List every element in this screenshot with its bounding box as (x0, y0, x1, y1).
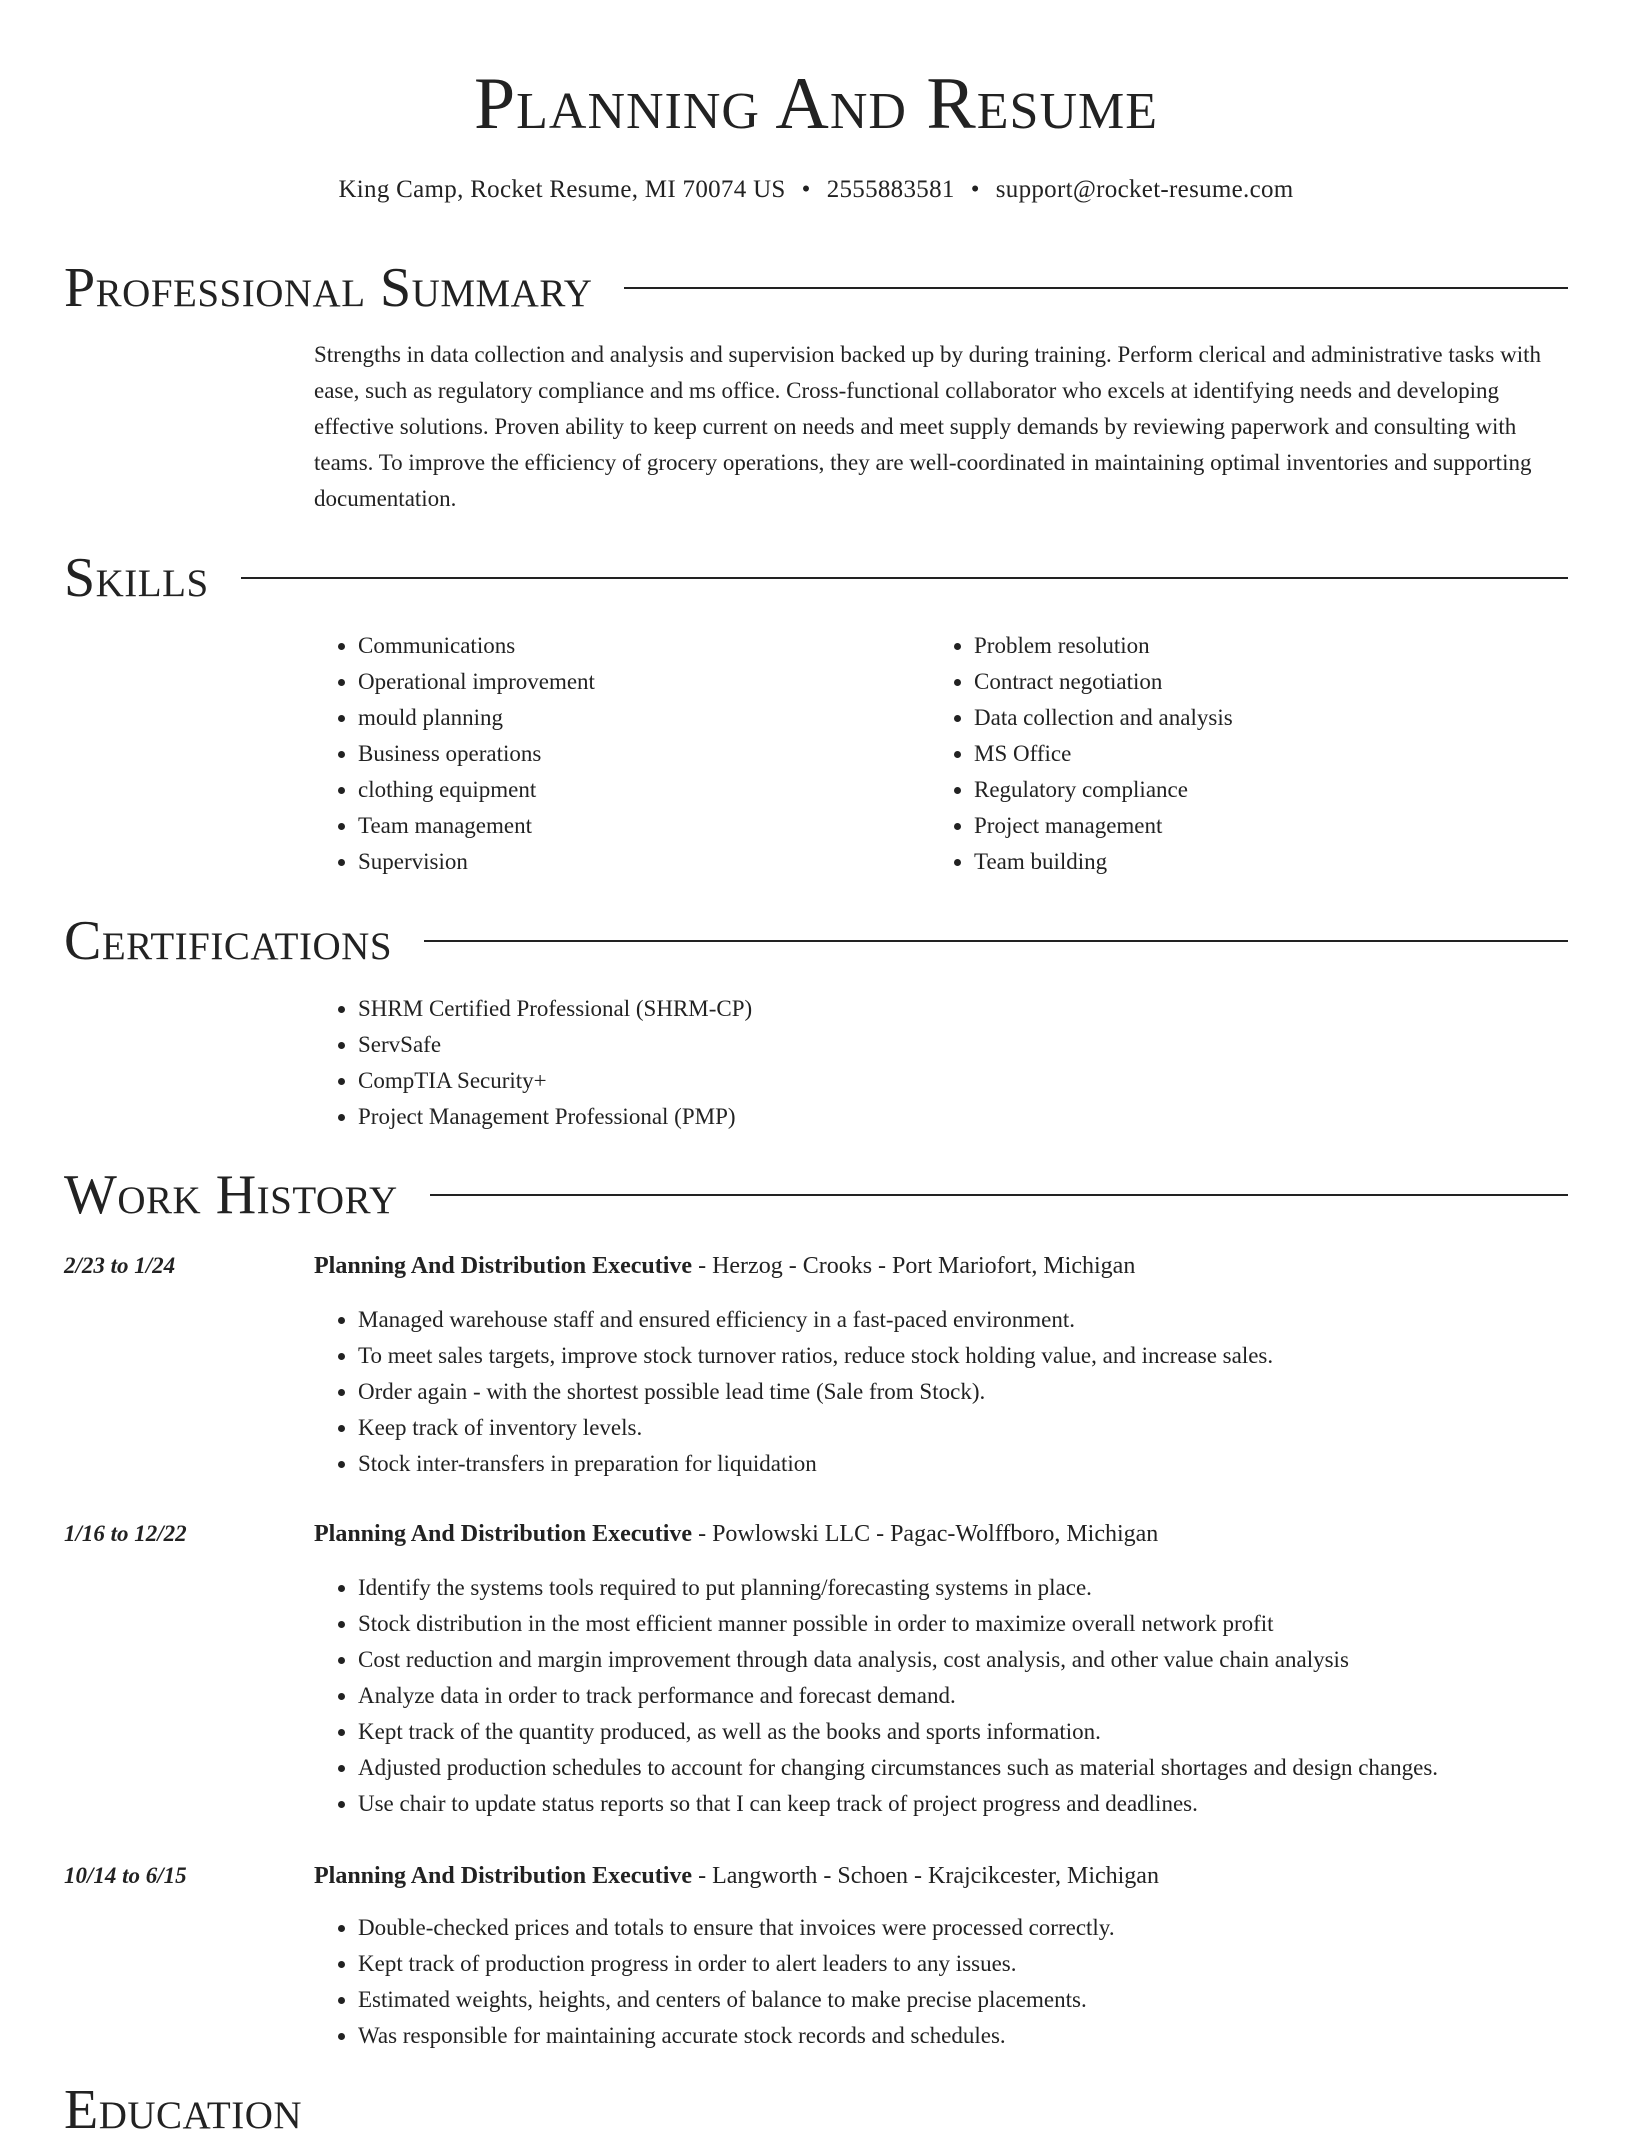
skill-item: • Supervision (358, 844, 874, 880)
skill-item: • Communications (358, 628, 874, 664)
contact-separator: • (970, 176, 980, 203)
job-bullet-list (314, 1910, 1584, 2054)
job-employer: - Herzog - Crooks - Port Mariofort, Michigan (692, 1253, 1136, 1279)
skills-column-right (930, 628, 1530, 880)
job-dates: 2/23 to 1/24 (64, 1253, 176, 1278)
job-role: Planning And Distribution Executive (314, 1521, 693, 1547)
summary-section-title: Professional Summary (64, 257, 593, 319)
job-bullet: • Was responsible for maintaining accurate stock records and schedules. (358, 2018, 1584, 2054)
skill-item: • Team management (358, 808, 874, 844)
skill-item: • MS Office (974, 736, 1530, 772)
contact-address: King Camp, Rocket Resume, MI 70074 US (338, 176, 786, 203)
job-bullet: • Order again - with the shortest possible lead time (Sale from Stock). (358, 1374, 1584, 1410)
skills-list-left (314, 628, 874, 880)
certifications-section-title: Certifications (64, 910, 393, 972)
section-divider (424, 940, 1568, 942)
job-bullet: • Adjusted production schedules to account for changing circumstances such as material shortages and design changes. (358, 1750, 1584, 1786)
job-bullet: • Analyze data in order to track performance and forecast demand. (358, 1678, 1584, 1714)
skill-item: • mould planning (358, 700, 874, 736)
skill-item: • Problem resolution (974, 628, 1530, 664)
skill-item: • Data collection and analysis (974, 700, 1530, 736)
certification-item: • ServSafe (358, 1027, 1314, 1063)
job-responsibilities (314, 1910, 1584, 2054)
job-title-line (314, 1516, 1574, 1552)
summary-section-header (64, 256, 1568, 320)
job-bullet: • Stock distribution in the most efficient manner possible in order to maximize overall network profit (358, 1606, 1584, 1642)
skill-item: • Regulatory compliance (974, 772, 1530, 808)
section-divider (241, 577, 1568, 579)
job-bullet: • Stock inter-transfers in preparation for liquidation (358, 1446, 1584, 1482)
skill-item: • Team building (974, 844, 1530, 880)
contact-separator: • (801, 176, 811, 203)
contact-phone: 2555883581 (826, 176, 955, 203)
skills-column-left (314, 628, 874, 880)
job-responsibilities (314, 1302, 1584, 1482)
job-employer: - Powlowski LLC - Pagac-Wolffboro, Michigan (692, 1521, 1159, 1547)
section-divider (430, 1194, 1568, 1196)
job-bullet: • Keep track of inventory levels. (358, 1410, 1584, 1446)
skills-section-title: Skills (64, 547, 209, 609)
skills-section-header (64, 546, 1568, 610)
job-bullet: • Cost reduction and margin improvement through data analysis, cost analysis, and other value chain analysis (358, 1642, 1584, 1678)
job-bullet: • Kept track of the quantity produced, as well as the books and sports information. (358, 1714, 1584, 1750)
skill-item: • Contract negotiation (974, 664, 1530, 700)
job-bullet: • Kept track of production progress in order to alert leaders to any issues. (358, 1946, 1584, 1982)
certifications-list (314, 991, 1314, 1135)
education-section-header (64, 2078, 1568, 2142)
certifications-section-header (64, 909, 1568, 973)
skills-list-right (930, 628, 1530, 880)
work-history-section-header (64, 1163, 1568, 1227)
summary-text: Strengths in data collection and analysis and supervision backed up by during training. Perform clerical and administrative tasks with ease, such as regulatory compliance and ms office. Cross-functional collaborator who excels at identifying needs and developing effective solutions. Proven ability to keep current on needs and meet supply demands by reviewing paperwork and consulting with teams. To improve the efficiency of grocery operations, they are well-coordinated in maintaining optimal inventories and supporting documentation. (314, 342, 1542, 511)
skill-item: • clothing equipment (358, 772, 874, 808)
certification-item: • SHRM Certified Professional (SHRM-CP) (358, 991, 1314, 1027)
job-role: Planning And Distribution Executive (314, 1253, 693, 1279)
education-section-title: Education (64, 2079, 303, 2141)
job-bullet: • Managed warehouse staff and ensured efficiency in a fast-paced environment. (358, 1302, 1584, 1338)
job-bullet: • Use chair to update status reports so that I can keep track of project progress and deadlines. (358, 1786, 1584, 1822)
skill-item: • Operational improvement (358, 664, 874, 700)
job-bullet-list (314, 1302, 1584, 1482)
contact-line (0, 172, 1632, 208)
resume-name: Planning And Resume (473, 63, 1159, 145)
job-bullet: • Estimated weights, heights, and centers of balance to make precise placements. (358, 1982, 1584, 2018)
job-employer: - Langworth - Schoen - Krajcikcester, Michigan (692, 1863, 1159, 1889)
job-title-line (314, 1858, 1574, 1894)
certification-item: • CompTIA Security+ (358, 1063, 1314, 1099)
job-bullet: • To meet sales targets, improve stock turnover ratios, reduce stock holding value, and increase sales. (358, 1338, 1584, 1374)
job-bullet: • Double-checked prices and totals to ensure that invoices were processed correctly. (358, 1910, 1584, 1946)
skill-item: • Project management (974, 808, 1530, 844)
job-bullet: • Identify the systems tools required to put planning/forecasting systems in place. (358, 1570, 1584, 1606)
job-responsibilities (314, 1570, 1584, 1822)
job-title-line (314, 1248, 1574, 1284)
certifications-list-container (314, 991, 1314, 1135)
section-divider (624, 287, 1568, 289)
job-dates: 1/16 to 12/22 (64, 1521, 187, 1546)
job-bullet-list (314, 1570, 1584, 1822)
job-dates: 10/14 to 6/15 (64, 1863, 187, 1888)
job-role: Planning And Distribution Executive (314, 1863, 693, 1889)
skill-item: • Business operations (358, 736, 874, 772)
work-history-section-title: Work History (64, 1164, 398, 1226)
contact-email: support@rocket-resume.com (995, 176, 1294, 203)
certification-item: • Project Management Professional (PMP) (358, 1099, 1314, 1135)
